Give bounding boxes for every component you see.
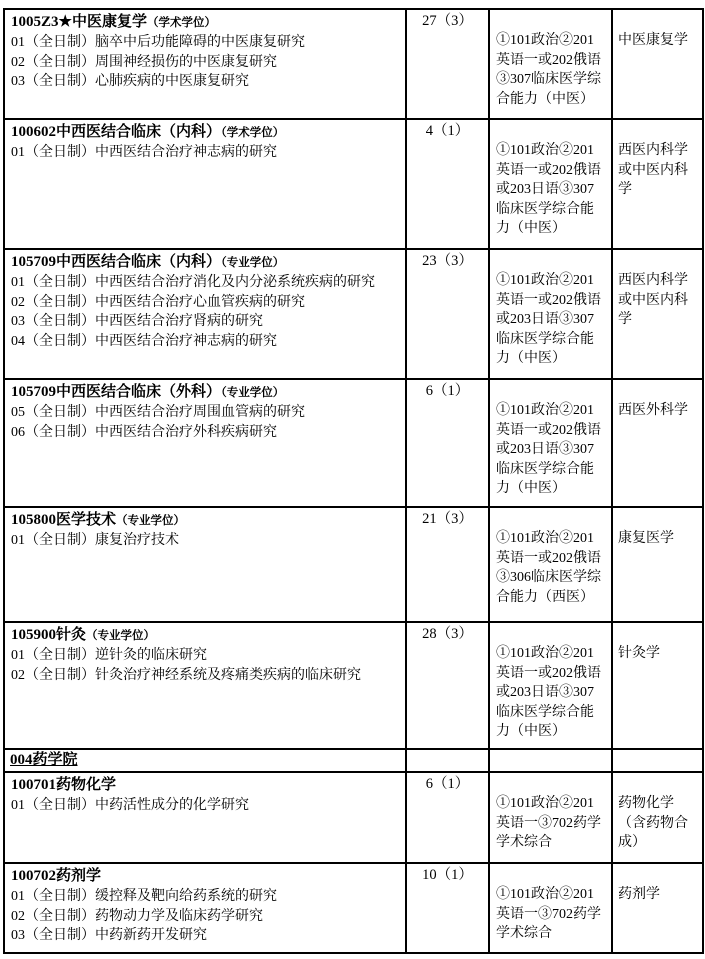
research-direction: 03（全日制）中西医结合治疗肾病的研究 bbox=[11, 314, 263, 329]
program-cell bbox=[4, 863, 406, 953]
related-subject-cell: 西医外科学 bbox=[612, 379, 703, 507]
exam-subjects-cell: ①101政治②201英语一或202俄语③307临床医学综合能力（中医） bbox=[489, 9, 612, 119]
exam-subjects-cell: ①101政治②201英语一③702药学学术综合 bbox=[489, 772, 612, 863]
degree-type-label: （专业学位） bbox=[221, 257, 285, 269]
research-direction: 01（全日制）逆针灸的临床研究 bbox=[11, 648, 207, 663]
program-cell bbox=[4, 379, 406, 507]
program-row bbox=[4, 379, 703, 507]
program-code-title: 100702药剂学 bbox=[11, 868, 102, 884]
related-subject-cell: 康复医学 bbox=[612, 507, 703, 622]
research-direction: 01（全日制）脑卒中后功能障碍的中医康复研究 bbox=[11, 35, 305, 50]
quota-cell: 6（1） bbox=[406, 772, 489, 863]
research-direction: 03（全日制）心肺疾病的中医康复研究 bbox=[11, 74, 249, 89]
degree-type-label: （学术学位） bbox=[221, 127, 285, 139]
program-cell bbox=[4, 119, 406, 249]
program-code-title: 100602中西医结合临床（内科）（学术学位） bbox=[11, 124, 285, 140]
related-subject-cell: 中医康复学 bbox=[612, 9, 703, 119]
degree-type-label: （专业学位） bbox=[86, 630, 156, 642]
section-header-label: 004药学院 bbox=[10, 752, 78, 768]
quota-cell: 27（3） bbox=[406, 9, 489, 119]
research-direction: 01（全日制）中西医结合治疗神志病的研究 bbox=[11, 145, 277, 160]
program-code-title: 105800医学技术（专业学位） bbox=[11, 512, 186, 528]
related-subject-cell: 药剂学 bbox=[612, 863, 703, 953]
program-code-title: 105709中西医结合临床（内科）（专业学位） bbox=[11, 254, 285, 270]
research-direction: 01（全日制）中药活性成分的化学研究 bbox=[11, 798, 249, 813]
program-row bbox=[4, 772, 703, 863]
program-cell bbox=[4, 772, 406, 863]
related-subject-cell: 西医内科学或中医内科学 bbox=[612, 119, 703, 249]
research-direction: 02（全日制）针灸治疗神经系统及疼痛类疾病的临床研究 bbox=[11, 667, 361, 683]
quota-cell: 23（3） bbox=[406, 249, 489, 379]
research-direction: 01（全日制）缓控释及靶向给药系统的研究 bbox=[11, 889, 277, 904]
related-subject-cell: 西医内科学或中医内科学 bbox=[612, 249, 703, 379]
related-subject-cell: 药物化学（含药物合成） bbox=[612, 772, 703, 863]
research-direction: 06（全日制）中西医结合治疗外科疾病研究 bbox=[11, 424, 277, 440]
exam-subjects-cell: ①101政治②201英语一或202俄语或203日语③307临床医学综合能力（中医） bbox=[489, 379, 612, 507]
program-code-title: 100701药物化学 bbox=[11, 777, 117, 793]
exam-subjects-cell: ①101政治②201英语一或202俄语或203日语③307临床医学综合能力（中医） bbox=[489, 119, 612, 249]
program-cell bbox=[4, 507, 406, 622]
empty-cell bbox=[612, 749, 703, 772]
related-subject-cell: 针灸学 bbox=[612, 622, 703, 749]
degree-type-label: （学术学位） bbox=[146, 17, 216, 29]
section-header-cell bbox=[4, 749, 406, 772]
research-direction: 03（全日制）中药新药开发研究 bbox=[11, 928, 207, 943]
exam-subjects-cell: ①101政治②201英语一或202俄语或203日语③307临床医学综合能力（中医） bbox=[489, 622, 612, 749]
quota-cell: 28（3） bbox=[406, 622, 489, 749]
program-code-title: 105900针灸（专业学位） bbox=[11, 627, 156, 643]
program-row bbox=[4, 119, 703, 249]
exam-subjects-cell: ①101政治②201英语一或202俄语或203日语③307临床医学综合能力（中医） bbox=[489, 249, 612, 379]
research-direction: 02（全日制）周围神经损伤的中医康复研究 bbox=[11, 54, 277, 70]
quota-cell: 21（3） bbox=[406, 507, 489, 622]
program-row bbox=[4, 507, 703, 622]
program-row bbox=[4, 9, 703, 119]
program-cell bbox=[4, 622, 406, 749]
empty-cell bbox=[489, 749, 612, 772]
program-cell bbox=[4, 9, 406, 119]
program-cell bbox=[4, 249, 406, 379]
research-direction: 02（全日制）药物动力学及临床药学研究 bbox=[11, 908, 263, 924]
program-code-title: 105709中西医结合临床（外科）（专业学位） bbox=[11, 384, 285, 400]
program-row bbox=[4, 249, 703, 379]
program-row bbox=[4, 863, 703, 953]
program-row bbox=[4, 622, 703, 749]
exam-subjects-cell: ①101政治②201英语一或202俄语③306临床医学综合能力（西医） bbox=[489, 507, 612, 622]
empty-cell bbox=[406, 749, 489, 772]
quota-cell: 10（1） bbox=[406, 863, 489, 953]
research-direction: 05（全日制）中西医结合治疗周围血管病的研究 bbox=[11, 405, 305, 420]
quota-cell: 6（1） bbox=[406, 379, 489, 507]
section-header-row bbox=[4, 749, 703, 772]
research-direction: 02（全日制）中西医结合治疗心血管疾病的研究 bbox=[11, 294, 305, 310]
research-direction: 04（全日制）中西医结合治疗神志病的研究 bbox=[11, 333, 277, 349]
research-direction: 01（全日制）康复治疗技术 bbox=[11, 533, 179, 548]
degree-type-label: （专业学位） bbox=[221, 387, 285, 399]
degree-type-label: （专业学位） bbox=[116, 515, 186, 527]
program-code-title: 1005Z3★中医康复学（学术学位） bbox=[11, 14, 216, 30]
research-direction: 01（全日制）中西医结合治疗消化及内分泌系统疾病的研究 bbox=[11, 275, 375, 290]
exam-subjects-cell: ①101政治②201英语一③702药学学术综合 bbox=[489, 863, 612, 953]
quota-cell: 4（1） bbox=[406, 119, 489, 249]
admissions-table bbox=[3, 8, 704, 954]
